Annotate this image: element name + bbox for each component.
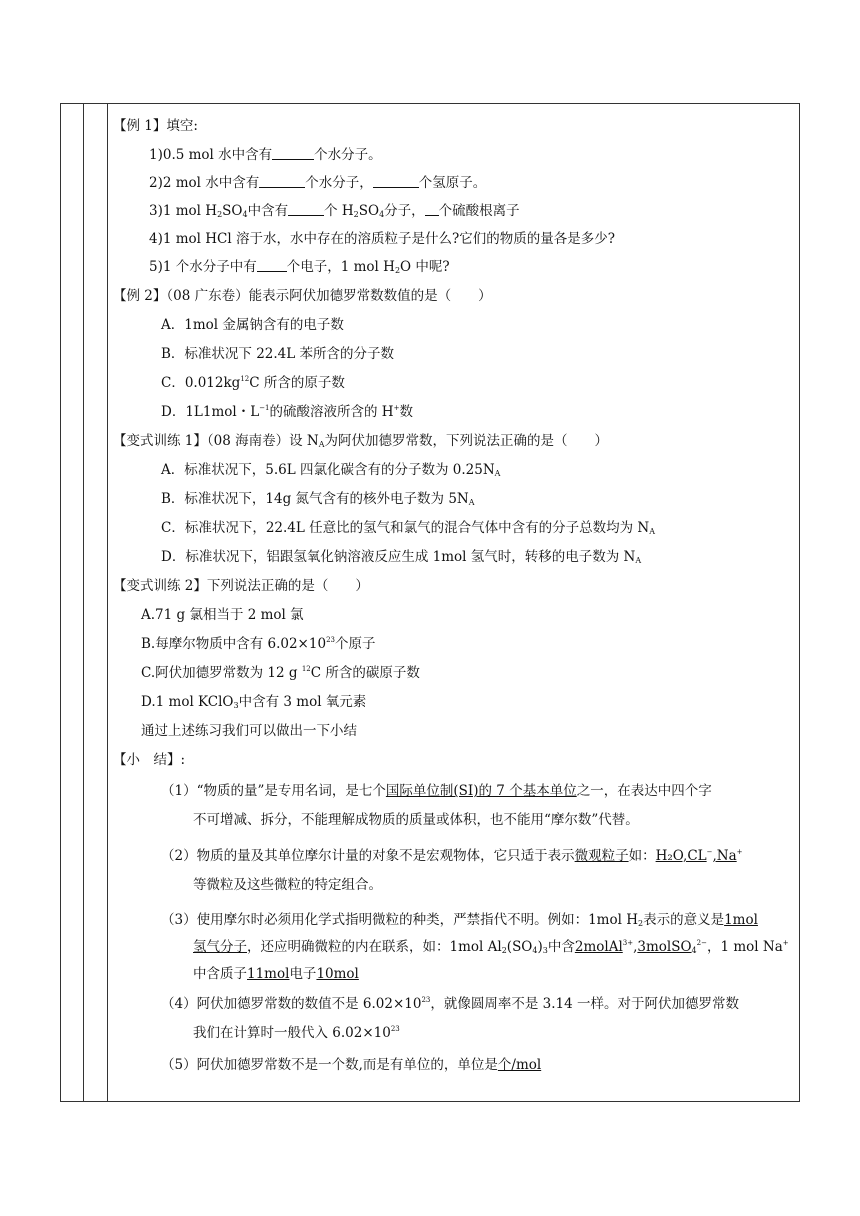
summary-item-4-cont: 我们在计算时一般代入 $6.02\times 10^{23}$: [193, 1025, 400, 1041]
example-2-option-b: B．标准状况下 22.4L 苯所含的分子数: [161, 346, 395, 362]
variant-1-option-d: D．标准状况下，铝跟氢氧化钠溶液反应生成 1mol 氢气时，转移的电子数为 $N_A$: [161, 549, 642, 565]
summary-item-2: （2）物质的量及其单位摩尔计量的对象不是宏观物体，它只适于表示微观粒子如：H₂O,CL−,Na+: [161, 848, 743, 864]
example-1-q5: 5)1 个水分子中有 个电子，1 mol $H_2O$ 中呢?: [149, 259, 450, 275]
example-1-q1: 1)0.5 mol 水中含有 个水分子。: [149, 147, 382, 163]
column-divider: [83, 104, 84, 1101]
worksheet-table: [60, 103, 800, 1102]
example-2-option-c: C．$0.012kg^{12}C$ 所含的原子数: [161, 375, 345, 391]
variant-1-option-c: C．标准状况下，22.4L 任意比的氢气和氯气的混合气体中含有的分子总数均为 $N_A$: [161, 520, 656, 536]
example-1-heading: 【例 1】填空:: [113, 118, 198, 134]
example-2-option-a: A．1mol 金属钠含有的电子数: [161, 317, 344, 333]
summary-item-3: （3）使用摩尔时必须用化学式指明微粒的种类，严禁指代不明。例如：1mol $H_2$表示的意义是1mol: [161, 912, 758, 928]
variant-2-option-d: D.1 mol KClO$_3$中含有 3 mol 氧元素: [141, 694, 367, 710]
variant-2-heading: 【变式训练 2】下列说法正确的是（ ）: [113, 578, 369, 594]
summary-item-4: （4）阿伏加德罗常数的数值不是 $6.02\times 10^{23}$，就像圆周率不是 3.14 一样。对于阿伏加德罗常数: [161, 996, 739, 1012]
summary-heading: 【小 结】:: [113, 752, 186, 768]
content-cell: [113, 104, 791, 1101]
answer-blank[interactable]: [259, 174, 305, 188]
example-2-option-d: D．1L1mol・$L^{-1}$的硫酸溶液所含的 H+数: [161, 404, 413, 420]
variant-1-option-a: A．标准状况下，5.6L 四氯化碳含有的分子数为 $0.25N_A$: [161, 462, 501, 478]
summary-item-2-cont: 等微粒及这些微粒的特定组合。: [193, 877, 382, 893]
summary-item-1: （1）“物质的量”是专用名词，是七个国际单位制(SI)的 7 个基本单位之一，在表达中四个字: [161, 783, 712, 799]
summary-item-3-cont2: 中含质子11mol电子10mol: [193, 966, 359, 982]
example-1-q2: 2)2 mol 水中含有 个水分子， 个氢原子。: [149, 175, 487, 191]
summary-item-5: （5）阿伏加德罗常数不是一个数,而是有单位的，单位是个/mol: [161, 1057, 542, 1073]
answer-blank[interactable]: [257, 258, 287, 272]
summary-item-3-cont: 氢气分子，还应明确微粒的内在联系，如：1mol $Al_2(SO_4)_3$中含2molAl$^{3+}$,3molSO$_4^{2-}$，1 mol Na+: [193, 939, 789, 955]
summary-item-1-cont: 不可增减、拆分，不能理解成物质的质量或体积，也不能用“摩尔数”代替。: [193, 812, 639, 828]
summary-intro: 通过上述练习我们可以做出一下小结: [141, 723, 357, 739]
variant-2-option-a: A.71 g 氯相当于 2 mol 氯: [141, 607, 304, 623]
answer-blank[interactable]: [425, 202, 439, 216]
column-divider: [107, 104, 108, 1101]
variant-1-option-b: B．标准状况下，14g 氮气含有的核外电子数为 $5N_A$: [161, 491, 475, 507]
example-1-q4: 4)1 mol HCl 溶于水，水中存在的溶质粒子是什么?它们的物质的量各是多少?: [149, 231, 615, 247]
answer-blank[interactable]: [288, 202, 324, 216]
answer-blank[interactable]: [373, 174, 419, 188]
variant-2-option-b: B.每摩尔物质中含有 $6.02\times 10^{23}$个原子: [141, 636, 376, 652]
example-2-heading: 【例 2】（08 广东卷）能表示阿伏加德罗常数数值的是（ ）: [113, 288, 492, 304]
variant-2-option-c: C.阿伏加德罗常数为 12 g $^{12}$C 所含的碳原子数: [141, 665, 420, 681]
example-1-q3: 3)1 mol $H_2SO_4$中含有 个 $H_2SO_4$分子， 个硫酸根离子: [149, 203, 520, 219]
variant-1-heading: 【变式训练 1】（08 海南卷）设 $N_A$为阿伏加德罗常数，下列说法正确的是（ ）: [113, 433, 608, 449]
answer-blank[interactable]: [272, 146, 314, 160]
